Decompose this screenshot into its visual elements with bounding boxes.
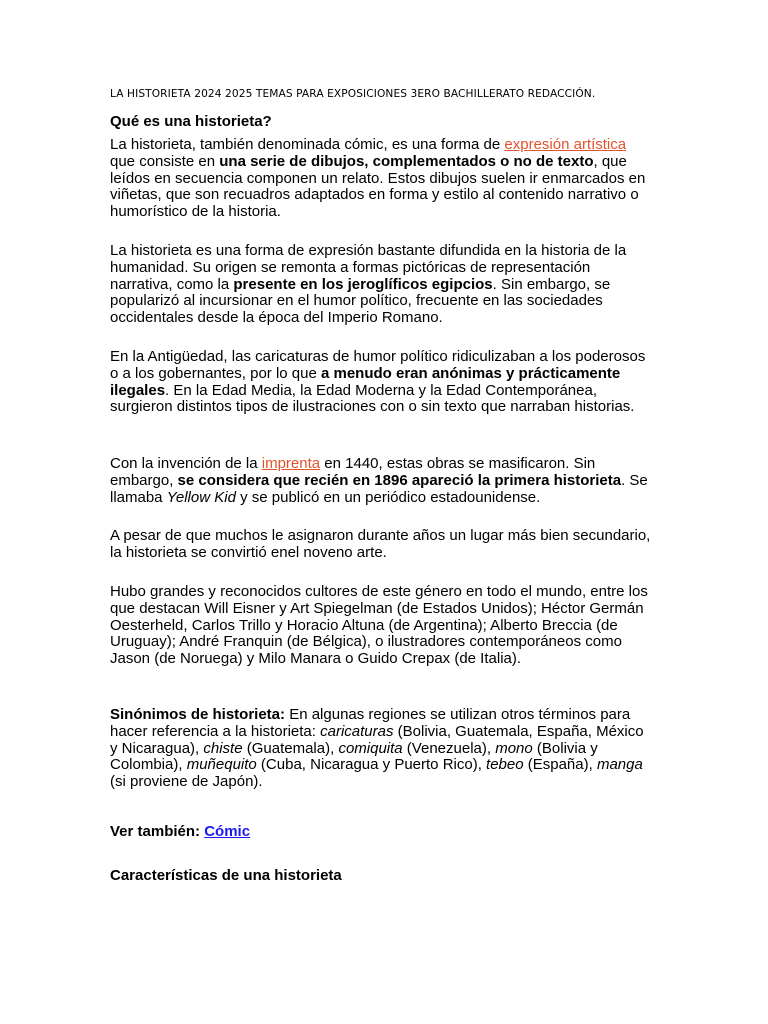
paragraph-printing-press — [110, 456, 655, 506]
document-header-line: LA HISTORIETA 2024 2025 TEMAS PARA EXPOSICIONES 3ERO BACHILLERATO REDACCIÓN. — [110, 88, 596, 100]
text-run: Con la invención de la — [110, 455, 262, 472]
text-run: que consiste en — [110, 152, 220, 170]
italic-run: comiquita — [338, 739, 403, 757]
italic-run: Yellow Kid — [166, 488, 236, 506]
text-run: En algunas regiones se utilizan otros términos para hacer referencia a la historieta: — [110, 706, 631, 740]
section-heading-characteristics: Características de una historieta — [110, 867, 342, 884]
text-run: (Cuba, Nicaragua y Puerto Rico), — [256, 756, 487, 774]
text-run: (Bolivia, Guatemala, España, México y Nicaragua), — [110, 722, 644, 757]
paragraph-ninth-art: A pesar de que muchos le asignaron durante años un lugar más bien secundario, la historieta se convirtió enel noveno arte. — [110, 527, 651, 561]
text-run: , que leídos en secuencia componen un relato. Estos dibujos suelen ir enmarcados en viñetas, que son recuadros adaptados en forma y estilo al contenido narrativo o humorístico de la historia. — [110, 152, 646, 221]
text-run: . En la Edad Media, la Edad Moderna y la Edad Contemporánea, surgieron distintos tipos de ilustraciones con o sin texto que narraban historias. — [110, 381, 635, 416]
paragraph-authors: Hubo grandes y reconocidos cultores de este género en todo el mundo, entre los que destacan Will Eisner y Art Spiegelman (de Estados Unidos); Héctor Germán Oesterheld, Carlos Trillo y Horacio Altuna (de Argentina); Alberto Breccia (de Uruguay); André Franquin (de Bélgica), o ilustradores contemporáneos como Jason (de Noruega) y Milo Manara o Guido Crepax (de Italia). — [110, 583, 648, 668]
text-run: (Venezuela), — [402, 739, 496, 757]
italic-run: tebeo — [486, 756, 524, 774]
paragraph-antiquity — [110, 349, 655, 416]
bold-run: se considera que recién en 1896 apareció la primera historieta — [177, 471, 622, 489]
paragraph-origin — [110, 243, 655, 327]
bold-run: presente en los jeroglíficos egipcios — [233, 275, 493, 293]
italic-run: mono — [495, 739, 533, 757]
italic-run: caricaturas — [320, 722, 394, 740]
text-run: (Bolivia y Colombia), — [110, 739, 598, 774]
text-run: (si proviene de Japón). — [110, 773, 263, 791]
text-run: La historieta, también denominada cómic, es una forma de — [110, 136, 505, 153]
bold-run: Sinónimos de historieta: — [110, 706, 286, 723]
text-run: . Sin embargo, se popularizó al incursionar en el humor político, frecuente en las sociedades occidentales desde la época del Imperio Romano. — [110, 275, 611, 327]
text-run: . Se llamaba — [110, 471, 648, 506]
text-run: (España), — [523, 756, 597, 774]
italic-run: muñequito — [186, 756, 257, 774]
text-run: en 1440, estas obras se masificaron. Sin embargo, — [110, 455, 596, 489]
text-run: (Guatemala), — [242, 739, 339, 757]
bold-run: a menudo eran anónimas y prácticamente ilegales — [110, 364, 621, 399]
bold-run: una serie de dibujos, complementados o no de texto — [219, 152, 594, 170]
text-run: En la Antigüedad, las caricaturas de humor político ridiculizaban a los poderosos o a los gobernantes, por lo que — [110, 348, 646, 382]
italic-run: manga — [596, 756, 643, 774]
see-also-line — [110, 824, 655, 841]
see-also-label: Ver también: — [110, 823, 205, 840]
italic-run: chiste — [203, 739, 243, 757]
section-title: Qué es una historieta? — [110, 113, 272, 130]
link-expresion-artistica[interactable]: expresión artística — [504, 136, 627, 153]
text-run: y se publicó en un periódico estadounidense. — [235, 488, 541, 506]
link-imprenta[interactable]: imprenta — [261, 455, 321, 472]
text-run: La historieta es una forma de expresión bastante difundida en la historia de la humanidad. Su origen se remonta a formas pictóricas de representación narrativa, como la — [110, 242, 627, 293]
link-comic[interactable]: Cómic — [204, 823, 251, 840]
paragraph-definition — [110, 137, 655, 221]
paragraph-synonyms — [110, 707, 655, 791]
